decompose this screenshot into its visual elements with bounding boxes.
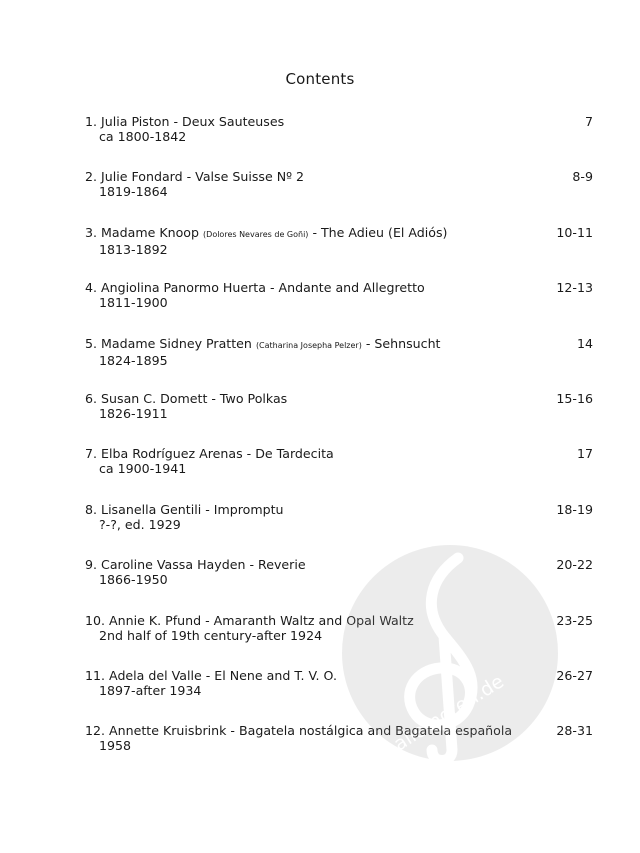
entry-number: 3. xyxy=(85,224,98,240)
entry-title xyxy=(85,391,593,406)
entry-main: Julie Fondard - Valse Suisse Nº 2 xyxy=(101,169,305,185)
entry-number: 12. xyxy=(85,723,106,739)
entry-birth-name: (Catharina Josepha Pelzer) xyxy=(255,340,362,350)
entry-main: Madame Knoop xyxy=(101,224,200,240)
entry-pages: 12-13 xyxy=(556,280,593,296)
entry-work: - Sehnsucht xyxy=(365,335,441,351)
toc-entry-7 xyxy=(85,446,593,501)
entry-number: 5. xyxy=(85,335,98,351)
entry-main: Susan C. Domett - Two Polkas xyxy=(101,390,288,406)
entry-pages: 20-22 xyxy=(556,557,593,573)
entry-title xyxy=(85,280,593,295)
entry-pages: 26-27 xyxy=(556,667,593,683)
entry-main: Caroline Vassa Hayden - Reverie xyxy=(101,557,306,573)
entry-title xyxy=(85,336,593,353)
entry-number: 6. xyxy=(85,390,98,406)
entry-main: Elba Rodríguez Arenas - De Tardecita xyxy=(101,446,334,462)
entry-number: 11. xyxy=(85,667,106,683)
page-title: Contents xyxy=(285,70,355,88)
entry-pages: 28-31 xyxy=(556,723,593,739)
entry-work: - The Adieu (El Adiós) xyxy=(312,224,448,240)
entry-years: 1811-1900 xyxy=(99,295,168,311)
entry-main: Lisanella Gentili - Impromptu xyxy=(101,501,284,517)
watermark-text: alle-noten.de xyxy=(389,670,508,756)
entry-years: ?-?, ed. 1929 xyxy=(99,516,181,532)
entry-main: Angiolina Panormo Huerta - Andante and Allegretto xyxy=(101,280,425,296)
entry-title xyxy=(85,169,593,184)
entry-years: 1819-1864 xyxy=(99,184,168,200)
entry-title xyxy=(85,446,593,461)
entry-title xyxy=(85,225,593,242)
toc-entry-3 xyxy=(85,225,593,280)
entry-pages: 18-19 xyxy=(556,501,593,517)
entry-pages: 10-11 xyxy=(556,224,593,240)
entry-main: Julia Piston - Deux Sauteuses xyxy=(101,114,285,129)
entry-years: 2nd half of 19th century-after 1924 xyxy=(99,627,323,643)
entry-pages: 14 xyxy=(576,335,593,351)
entry-title xyxy=(85,502,593,517)
entry-main: Madame Sidney Pratten xyxy=(101,335,252,351)
toc-entry-2 xyxy=(85,169,593,224)
toc-entry-1 xyxy=(85,114,593,169)
entry-number: 9. xyxy=(85,557,98,573)
entry-years: ca 1800-1842 xyxy=(99,129,187,144)
entry-years: ca 1900-1941 xyxy=(99,461,187,477)
entry-number: 4. xyxy=(85,280,98,296)
entry-years: 1813-1892 xyxy=(99,241,168,257)
entry-birth-name: (Dolores Nevares de Goñi) xyxy=(203,229,309,239)
toc-entry-6 xyxy=(85,391,593,446)
entry-title xyxy=(85,114,593,129)
entry-years: 1826-1911 xyxy=(99,405,168,421)
entry-main: Annie K. Pfund - Amaranth Waltz and Opal Waltz xyxy=(109,612,414,628)
entry-pages: 15-16 xyxy=(556,390,593,406)
entry-years: 1958 xyxy=(99,738,132,754)
entry-number: 10. xyxy=(85,612,106,628)
watermark-treble-clef-icon xyxy=(340,538,560,768)
entry-number: 2. xyxy=(85,169,98,185)
entry-pages: 7 xyxy=(584,114,593,129)
entry-main: Annette Kruisbrink - Bagatela nostálgica and Bagatela española xyxy=(109,723,513,739)
entry-years: 1897-after 1934 xyxy=(99,682,202,698)
entry-number: 8. xyxy=(85,501,98,517)
entry-number: 1. xyxy=(85,114,98,129)
entry-pages: 8-9 xyxy=(572,169,593,185)
toc-entry-4 xyxy=(85,280,593,335)
toc-entry-5 xyxy=(85,336,593,391)
entry-pages: 23-25 xyxy=(556,612,593,628)
entry-pages: 17 xyxy=(576,446,593,462)
entry-years: 1824-1895 xyxy=(99,352,168,368)
entry-main: Adela del Valle - El Nene and T. V. O. xyxy=(109,667,337,683)
entry-number: 7. xyxy=(85,446,98,462)
entry-years: 1866-1950 xyxy=(99,572,168,588)
